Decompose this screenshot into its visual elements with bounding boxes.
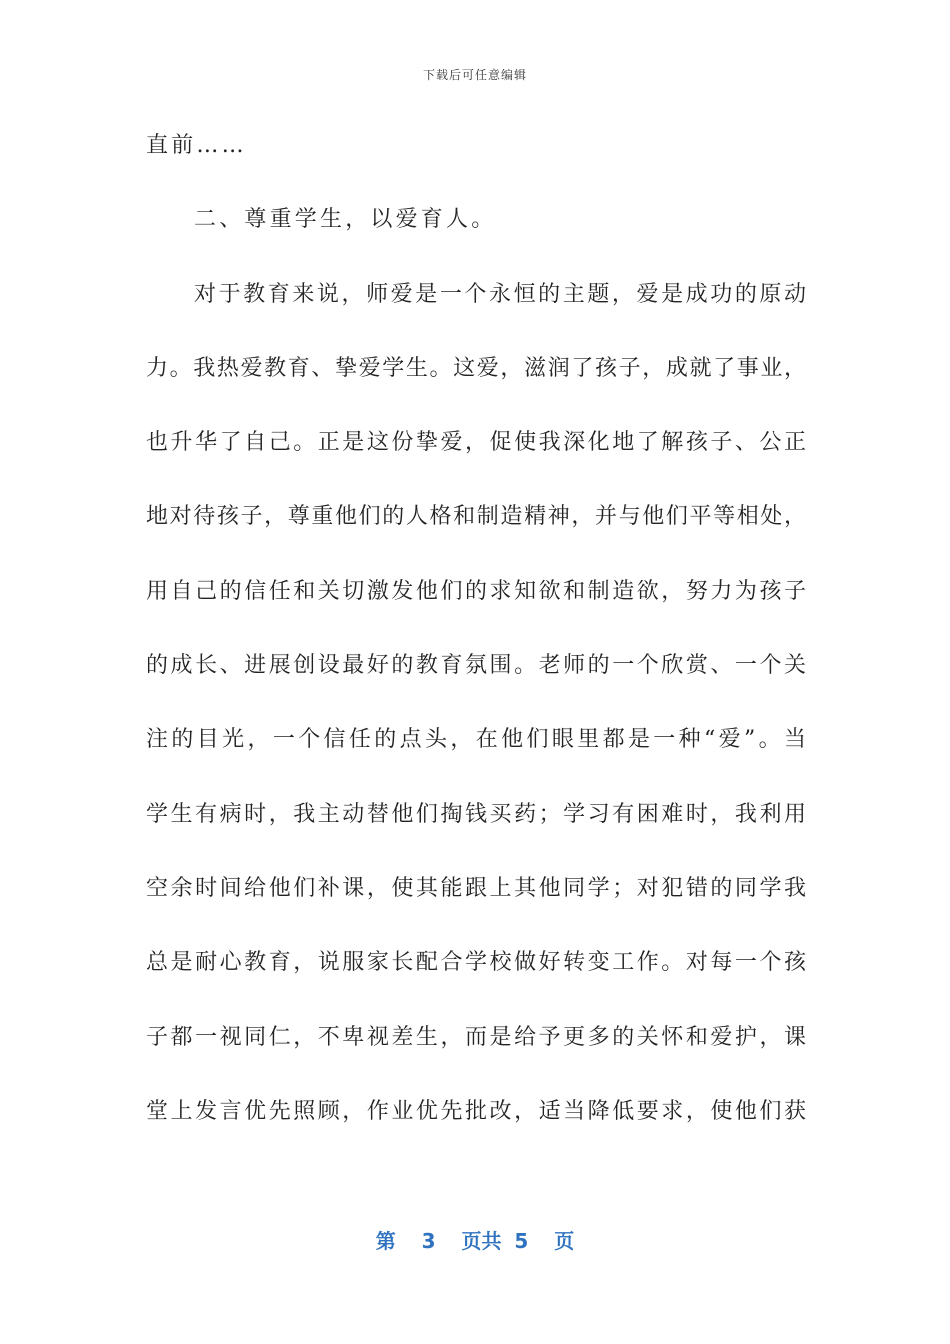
- text-line: 对于教育来说，师爱是一个永恒的主题，爱是成功的原动: [194, 281, 806, 307]
- text-line: 子都一视同仁，不卑视差生，而是给予更多的关怀和爱护，课: [146, 1024, 806, 1050]
- text-line: 的成长、进展创设最好的教育氛围。老师的一个欣赏、一个关: [146, 653, 806, 679]
- text-line: 地对待孩子，尊重他们的人格和制造精神，并与他们平等相处，: [146, 504, 806, 530]
- text-line: 空余时间给他们补课，使其能跟上其他同学；对犯错的同学我: [146, 875, 806, 901]
- text-line: 总是耐心教育，说服家长配合学校做好转变工作。对每一个孩: [146, 950, 806, 976]
- text-line: 用自己的信任和关切激发他们的求知欲和制造欲，努力为孩子: [146, 578, 806, 604]
- page-header: 下载后可任意编辑: [422, 68, 527, 82]
- text-line: 堂上发言优先照顾，作业优先批改，适当降低要求，使他们获: [146, 1098, 806, 1124]
- text-line: 也升华了自己。正是这份挚爱，促使我深化地了解孩子、公正: [146, 430, 806, 456]
- text-line: 力。我热爱教育、挚爱学生。这爱，滋润了孩子，成就了事业，: [146, 355, 806, 381]
- text-line: 学生有病时，我主动替他们掏钱买药；学习有困难时，我利用: [146, 801, 806, 827]
- text-line: 直前……: [146, 133, 247, 158]
- page-number: 第 3 页共 5 页: [375, 1229, 575, 1253]
- section-heading: 二、尊重学生，以爱育人。: [194, 207, 497, 233]
- document-body: [146, 124, 806, 1164]
- text-line: 注的目光，一个信任的点头，在他们眼里都是一种“爱”。当: [146, 727, 806, 753]
